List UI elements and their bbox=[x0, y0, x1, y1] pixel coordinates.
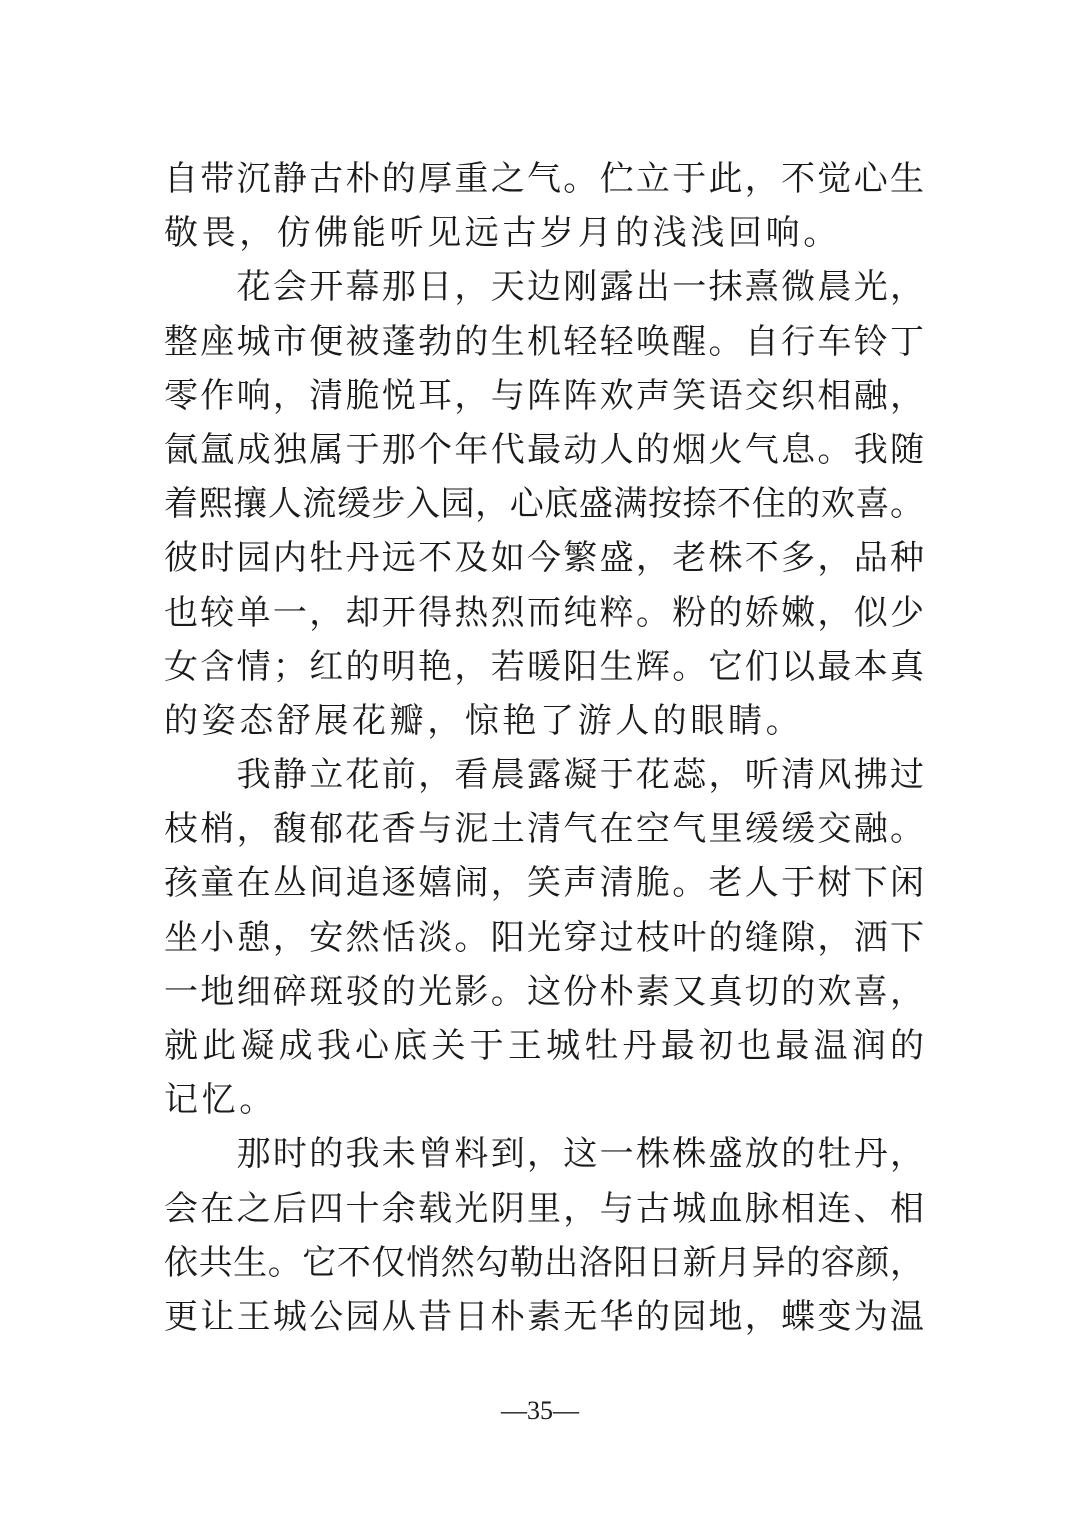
text-line: 依共生。它不仅悄然勾勒出洛阳日新月异的容颜， bbox=[164, 1242, 924, 1283]
text-line: 彼时园内牡丹远不及如今繁盛，老株不多，品种 bbox=[164, 538, 924, 579]
text-line: 我静立花前，看晨露凝于花蕊，听清风拂过 bbox=[164, 755, 924, 796]
text-line: 一地细碎斑驳的光影。这份朴素又真切的欢喜， bbox=[164, 971, 924, 1012]
text-line: 零作响，清脆悦耳，与阵阵欢声笑语交织相融， bbox=[164, 375, 924, 416]
text-line: 也较单一，却开得热烈而纯粹。粉的娇嫩，似少 bbox=[164, 592, 924, 633]
text-line: 整座城市便被蓬勃的生机轻轻唤醒。自行车铃丁 bbox=[164, 321, 924, 362]
text-line: 氤氲成独属于那个年代最动人的烟火气息。我随 bbox=[164, 429, 924, 470]
text-line: 孩童在丛间追逐嬉闹，笑声清脆。老人于树下闲 bbox=[164, 863, 924, 904]
page-number: —35— bbox=[501, 1396, 579, 1425]
text-line: 敬畏，仿佛能听见远古岁月的浅浅回响。 bbox=[164, 213, 841, 254]
text-line: 着熙攘人流缓步入园，心底盛满按捺不住的欢喜。 bbox=[164, 484, 924, 525]
text-line: 更让王城公园从昔日朴素无华的园地，蝶变为温 bbox=[164, 1296, 924, 1337]
text-line: 自带沉静古朴的厚重之气。伫立于此，不觉心生 bbox=[164, 159, 924, 199]
text-line: 花会开幕那日，天边刚露出一抹熹微晨光， bbox=[164, 267, 924, 308]
text-line: 的姿态舒展花瓣，惊艳了游人的眼睛。 bbox=[164, 700, 804, 741]
text-line: 会在之后四十余载光阴里，与古城血脉相连、相 bbox=[164, 1188, 924, 1229]
text-line: 坐小憩，安然恬淡。阳光穿过枝叶的缝隙，洒下 bbox=[164, 917, 924, 958]
text-line: 枝梢，馥郁花香与泥土清气在空气里缓缓交融。 bbox=[164, 809, 924, 850]
text-line: 就此凝成我心底关于王城牡丹最初也最温润的 bbox=[164, 1026, 924, 1066]
text-line: 女含情；红的明艳，若暖阳生辉。它们以最本真 bbox=[164, 646, 924, 687]
body-text bbox=[164, 152, 924, 1344]
text-line: 那时的我未曾料到，这一株株盛放的牡丹， bbox=[164, 1134, 924, 1175]
text-line: 记忆。 bbox=[164, 1080, 277, 1121]
